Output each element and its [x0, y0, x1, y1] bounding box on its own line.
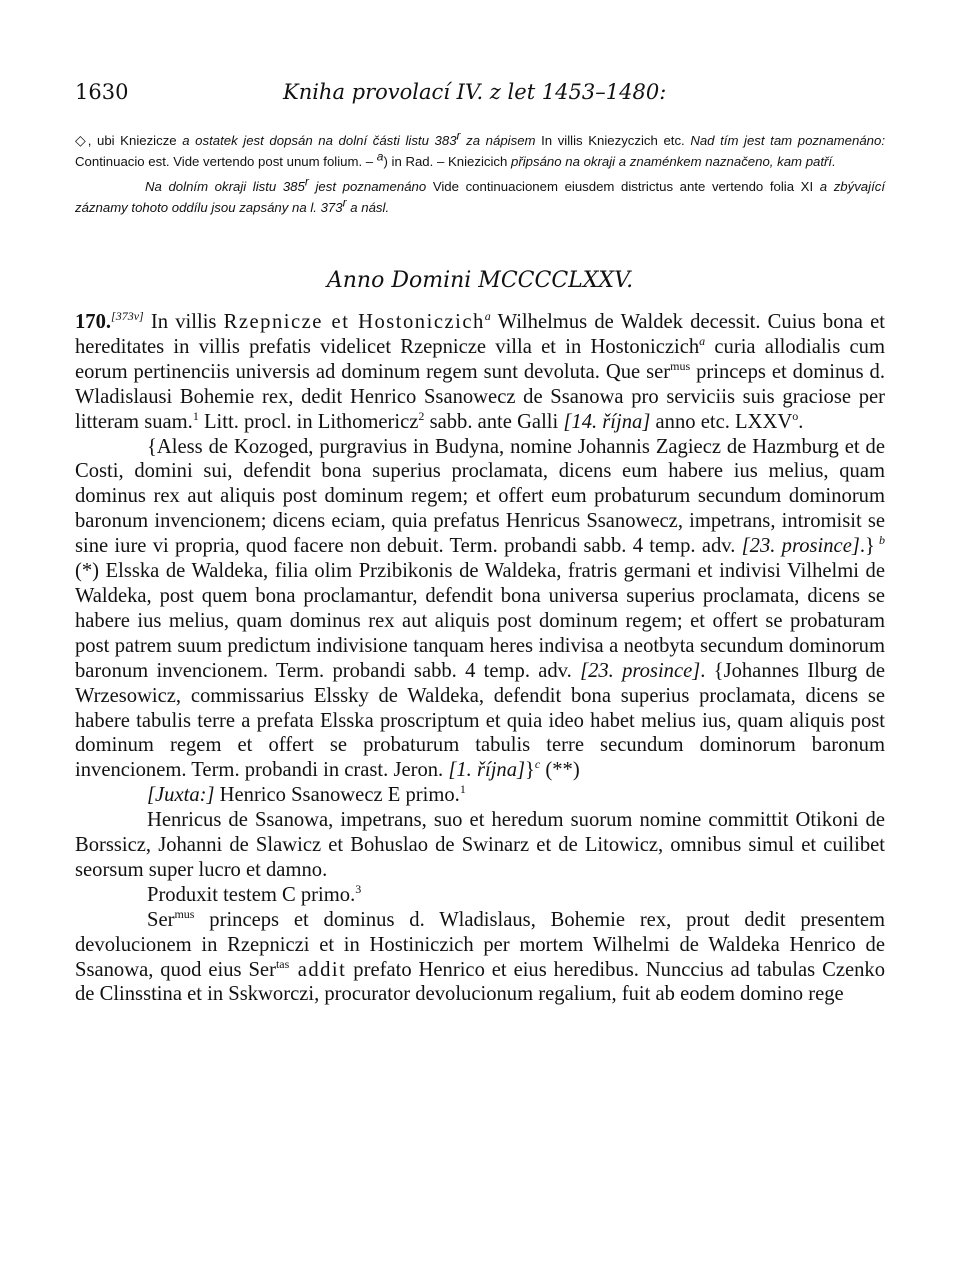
- footnote-ref: 3: [355, 881, 362, 896]
- note-2: Na dolním okraji listu 385$^r$ jest poznamenáno Vide continuacionem eiusdem districtus ante vertendo folia XI a zbývající záznamy tohoto oddílu jsou zapsány na l. 373$^r$ a násl.: [75, 174, 885, 215]
- entry-paragraph-1: 170.[373v] In villis Rzepnicze et Hostoniczich$^a$ Wilhelmus de Waldek decessit. Cuius bona et hereditates in villis prefatis videlicet Rzepnicze villa et in Hostoniczich$^a$ curia allodialis cum eorum pertinenciis universis ad dominum regem sunt devoluta. Que ser$^{mus}$ princeps et dominus d. Wladislausi Bohemie rex, dedit Henrico Ssanowecz de Ssanowa pro serviciis suis graciose per litteram suam.$^1$ Litt. procl. in Lithomericz$^2$ sabb. ante Galli [14. října] anno etc. LXXV$^o$.: [75, 309, 885, 433]
- folio-reference: [373v]: [111, 309, 144, 324]
- place-names: Rzepnicze et Hostoniczich: [223, 311, 485, 333]
- year-heading: Anno Domini MCCCCLXXV.: [326, 268, 634, 293]
- footnote-ref: 1: [459, 782, 466, 797]
- running-header: [75, 80, 885, 108]
- entry-paragraph-2: {Aless de Kozoged, purgravius in Budyna, nomine Johannis Zagiecz de Hazmburg et de Costi, domini sui, defendit bona superius proclamata, dicens eum habere ius melius, quam dominus rex aut aliquis post dominum regem; et offert eum probaturum secundum dominorum baronum invencionem; dicens eciam, quia prefatus Henricus Ssanowecz, impetrans, intromisit se sine iure vi propria, quod facere non debuit. Term. probandi sabb. 4 temp. adv. [23. prosince].} $^b$ (*) Elsska de Waldeka, filia olim Przibikonis de Waldeka, fratris germani et indivisi Vilhelmi de Waldeka, post quem bona proclamantur, defendit bona universa superius proclamata, dicens se habere ius melius, quam dominus rex aut aliquis post dominum regem; et offert se probaturam post patrem suum predictum indivisione tanquam heres indivisa a neotbyta secundum dominorum baronum invencionem. Term. probandi sabb. 4 temp. adv. [23. prosince]. {Johannes Ilburg de Wrzesowicz, commissarius Elssky de Waldeka, defendit bona superius proclamata, dicens se habere tabulis terre a prefata Elsska proscriptum et quia ideo habet melius ius, quam aliquis post dominum regem et offert se probaturum tabulis terre secundum dominorum baronum invencionem. Term. probandi in crast. Jeron. [1. října]}$^c$ (**): [75, 435, 886, 782]
- footnote-ref: 1: [192, 408, 199, 423]
- page-number: 1630: [75, 80, 129, 104]
- running-title: Kniha provolací IV. z let 1453–1480:: [283, 80, 667, 104]
- entry-paragraph-5: Produxit testem C primo.$^3$: [147, 881, 362, 906]
- entry-paragraph-3: [Juxta:] Henrico Ssanowecz E primo.$^1$: [147, 782, 466, 807]
- note-1: ◇, ubi Kniezicze a ostatek jest dopsán na dolní části listu 383$^r$ za nápisem In villis Kniezyczich etc. Nad tím jest tam poznamenáno: Continuacio est. Vide vertendo post unum folium. – $^a$) in Rad. – Kniezicich připsáno na okraji a znaménkem naznačeno, kam patří.: [75, 128, 885, 169]
- diamond-icon: ◇: [75, 132, 88, 148]
- entry-number: 170.: [75, 311, 112, 333]
- entry-paragraph-6: Ser$^{mus}$ princeps et dominus d. Wladislaus, Bohemie rex, prout dedit presentem devolucionem in Rzepniczi et in Hostiniczich per mortem Wilhelmi de Waldeka Henrico de Ssanowa, quod eius Ser$^{tas}$ addit prefato Henrico et eius heredibus. Nunccius ad tabulas Czenko de Clinsstina et in Sskworczi, procurator devolucionum regalium, fuit ab eodem domino rege: [75, 906, 886, 1006]
- editorial-notes: [75, 130, 885, 218]
- entry-170: [75, 310, 885, 1007]
- footnote-ref: 2: [418, 408, 425, 423]
- entry-paragraph-4: Henricus de Ssanowa, impetrans, suo et heredum suorum nomine committit Otikoni de Borssicz, Johanni de Slawicz et Bohuslao de Swinarz et de Litowicz, omnibus simul et cuilibet seorsum super lucro et damno.: [75, 809, 885, 881]
